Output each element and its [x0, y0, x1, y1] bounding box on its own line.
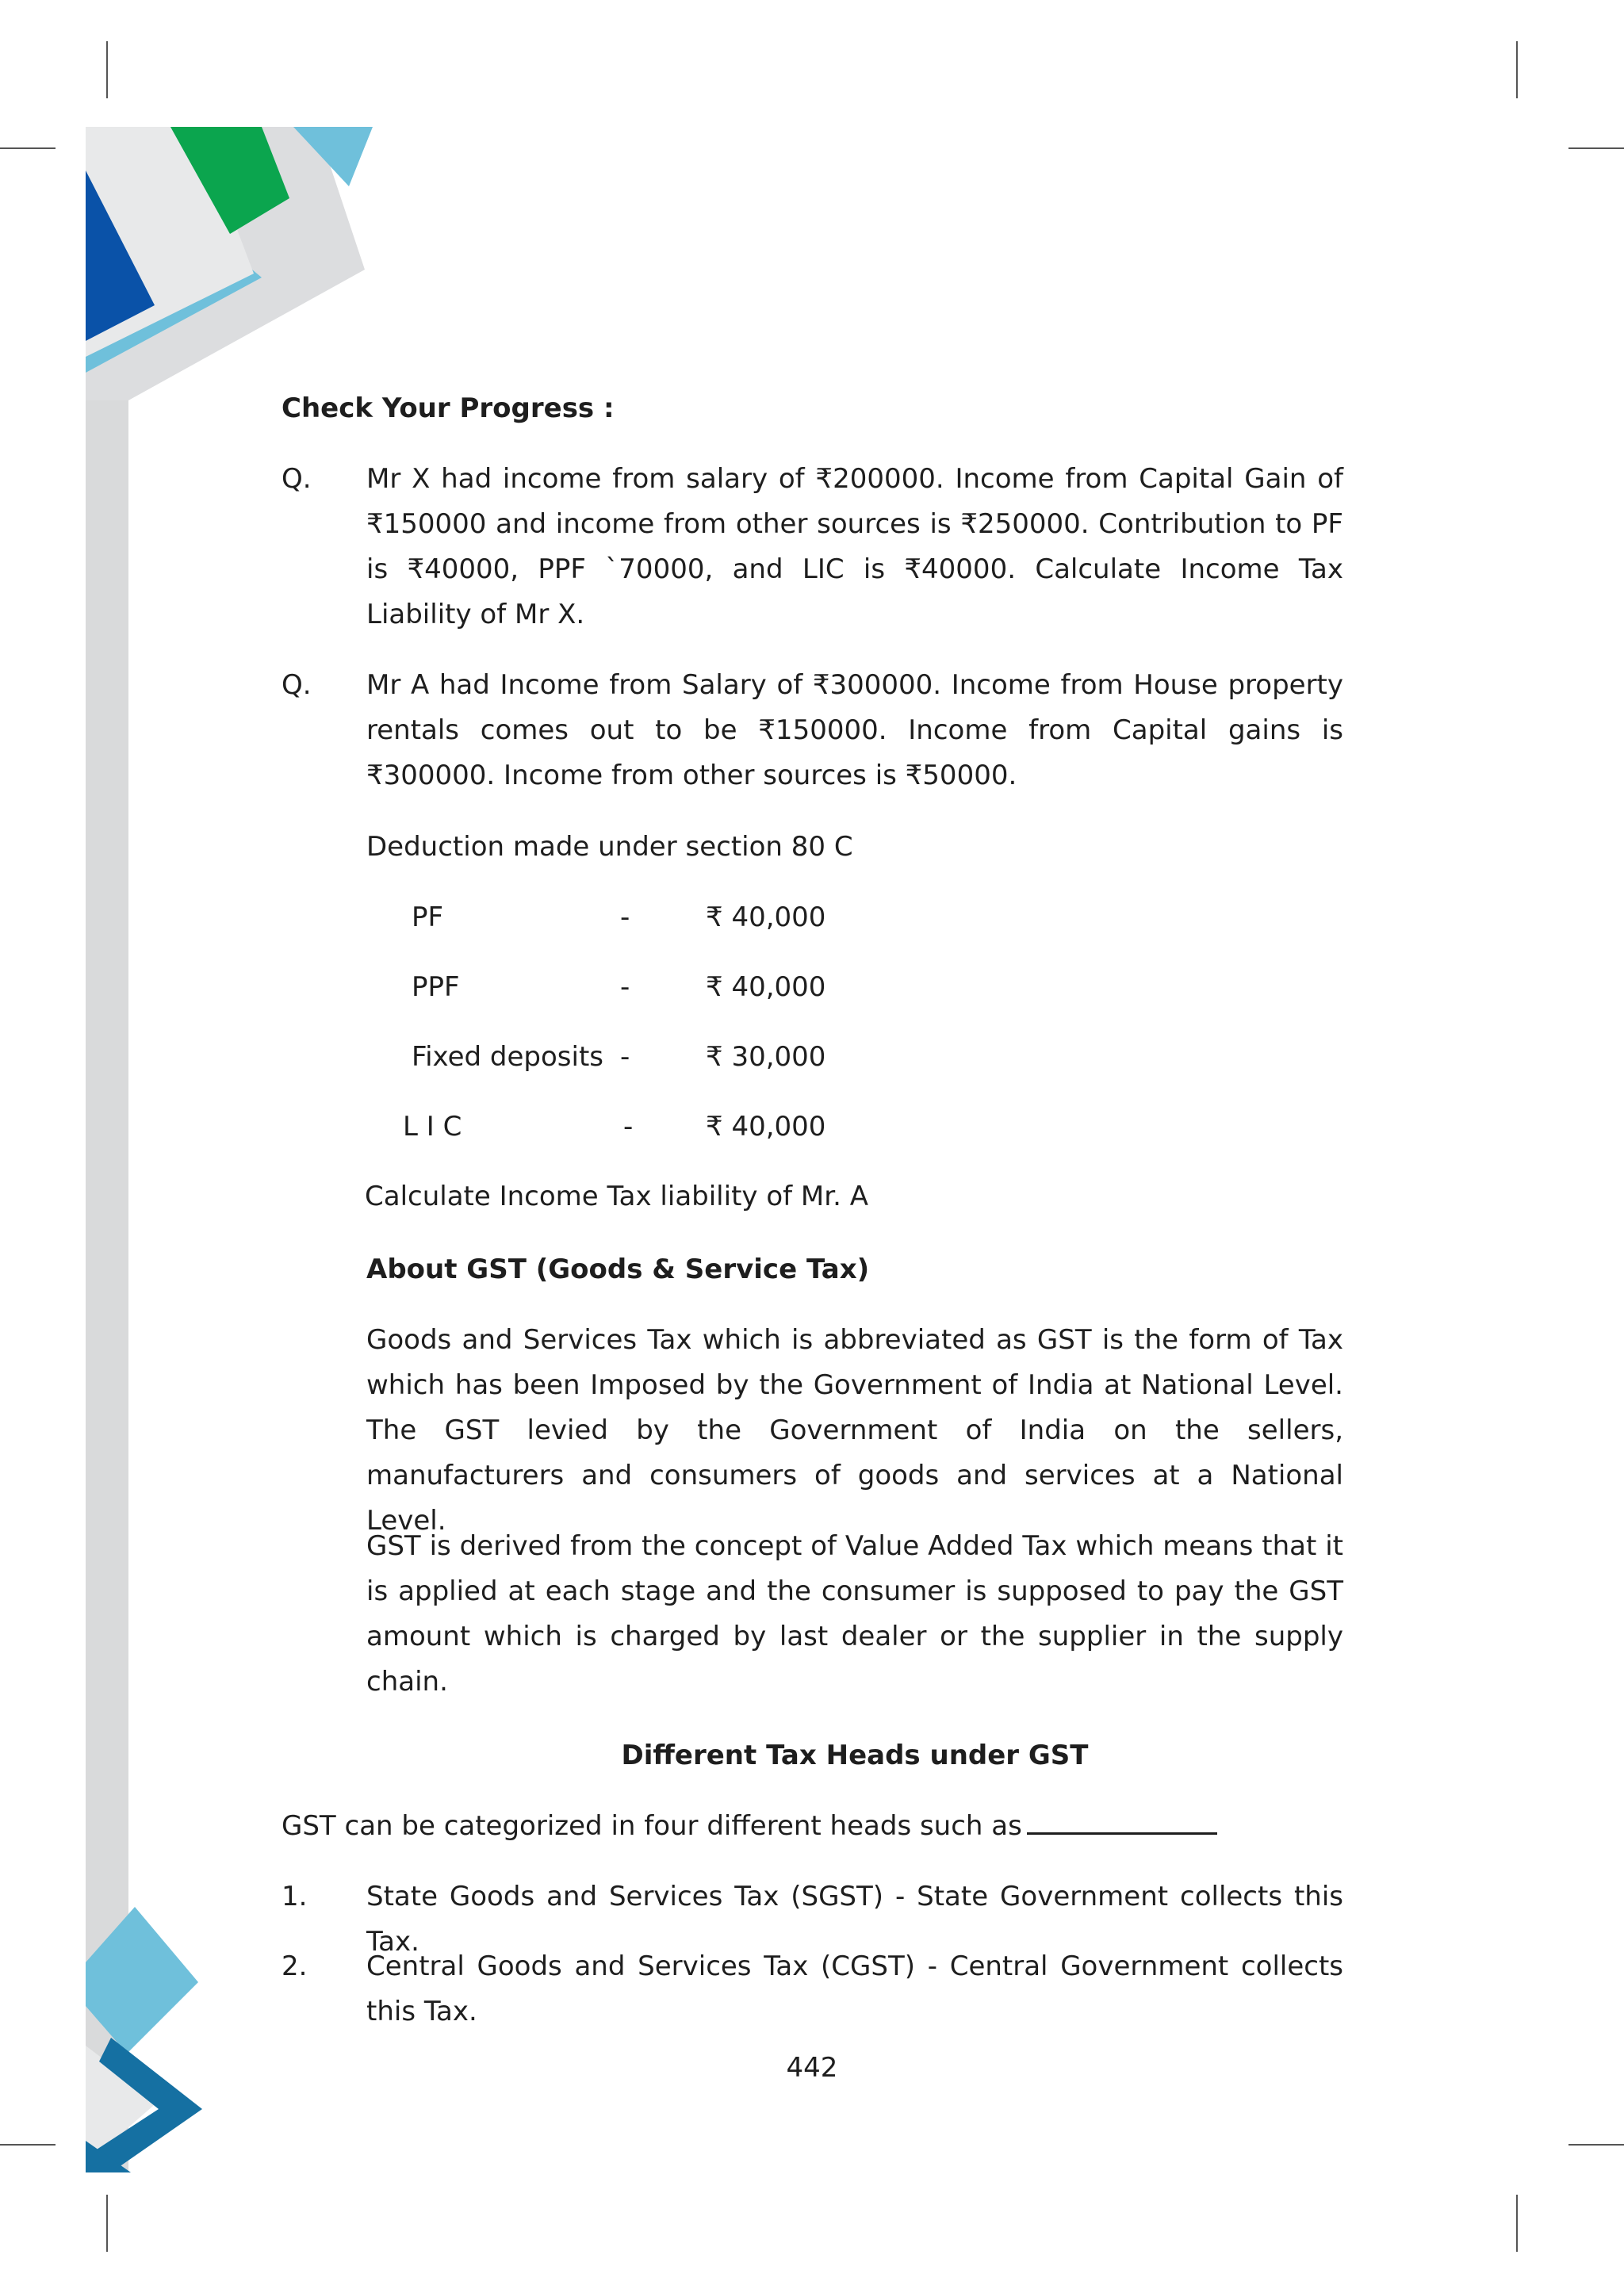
deduction-dash: -	[620, 902, 630, 933]
deduction-amount: ₹ 40,000	[706, 902, 826, 933]
deduction-label: Fixed deposits	[412, 1041, 604, 1073]
question-number: Q.	[282, 669, 312, 701]
deduction-amount: ₹ 30,000	[706, 1041, 826, 1073]
question-text: Mr X had income from salary of ₹200000. Income from Capital Gain of ₹150000 and income from other sources is ₹250000. Contribution to PF is ₹40000, PPF `70000, and LIC is ₹40000. Calculate Income Tax Liability of Mr X.	[366, 463, 1343, 630]
tax-heads-intro-line	[282, 1804, 1344, 1849]
tax-heads-heading: Different Tax Heads under GST	[621, 1740, 1089, 1771]
deduction-dash: -	[620, 971, 630, 1003]
calculate-instruction: Calculate Income Tax liability of Mr. A	[365, 1181, 868, 1212]
gst-paragraph: Goods and Services Tax which is abbreviated as GST is the form of Tax which has been Imposed by the Government of India at National Level. The GST levied by the Government of India on the sellers, manufacturers and consumers of goods and services at a National Level.	[366, 1324, 1343, 1537]
check-progress-title: Check Your Progress :	[282, 392, 615, 424]
tax-heads-intro: GST can be categorized in four different heads such as	[282, 1810, 1022, 1842]
deduction-dash: -	[620, 1041, 630, 1073]
list-number: 1.	[282, 1881, 308, 1912]
deduction-label: PF	[412, 902, 444, 933]
deduction-amount: ₹ 40,000	[706, 971, 826, 1003]
gst-paragraph: GST is derived from the concept of Value Added Tax which means that it is applied at each stage and the consumer is supposed to pay the GST amount which is charged by last dealer or the supplier in the supply chain.	[366, 1530, 1343, 1698]
deduction-dash: -	[623, 1111, 634, 1143]
deduction-amount: ₹ 40,000	[706, 1111, 826, 1143]
question-text: Mr A had Income from Salary of ₹300000. Income from House property rentals comes out to be ₹150000. Income from Capital gains is ₹300000. Income from other sources is ₹50000.	[366, 669, 1343, 791]
list-number: 2.	[282, 1950, 308, 1982]
question-number: Q.	[282, 463, 312, 495]
list-item-text: Central Goods and Services Tax (CGST) - Central Government collects this Tax.	[366, 1950, 1343, 2027]
deduction-label: L I C	[403, 1111, 462, 1143]
gst-heading: About GST (Goods & Service Tax)	[366, 1254, 870, 1285]
deduction-intro: Deduction made under section 80 C	[366, 831, 853, 863]
deduction-label: PPF	[412, 971, 460, 1003]
page-number: 442	[786, 2052, 838, 2084]
sidebar-strip	[86, 333, 128, 2172]
fill-in-blank	[1027, 1809, 1217, 1835]
list-item-text: State Goods and Services Tax (SGST) - State Government collects this Tax.	[366, 1881, 1343, 1958]
